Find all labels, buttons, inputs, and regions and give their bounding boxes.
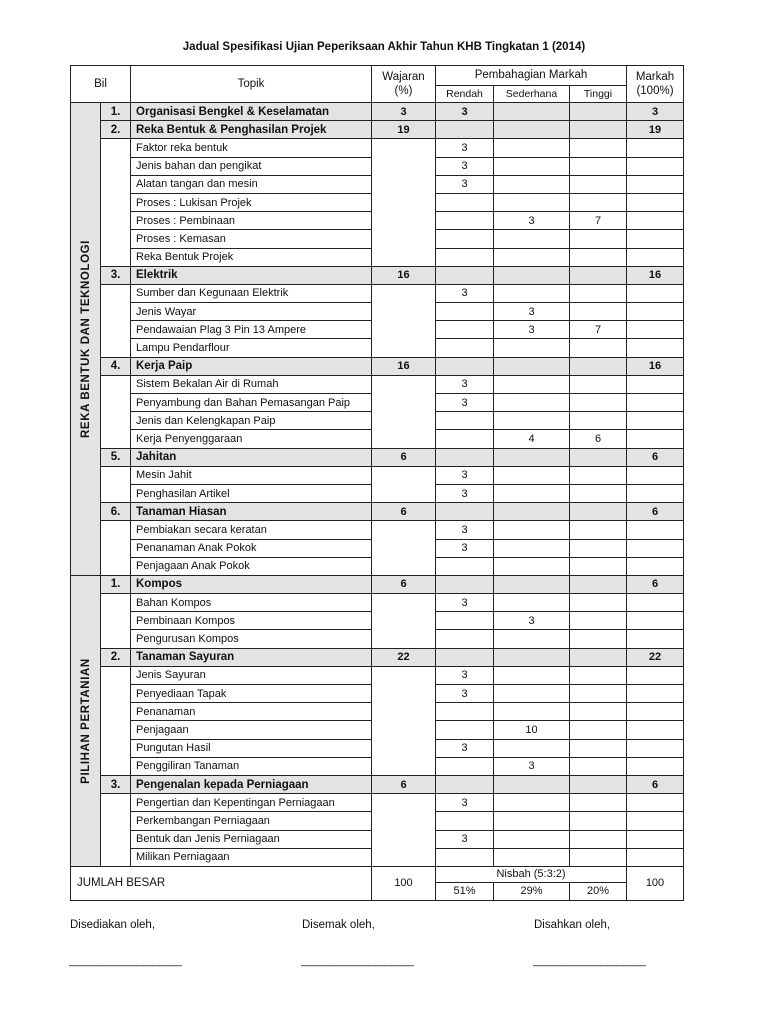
row-tinggi <box>570 685 627 703</box>
row-rendah: 3 <box>436 739 494 757</box>
row-tinggi <box>570 448 627 466</box>
row-markah-empty <box>627 339 684 357</box>
row-tinggi <box>570 484 627 502</box>
row-bil: 2. <box>101 648 131 666</box>
row-tinggi <box>570 230 627 248</box>
row-topic: Jenis bahan dan pengikat <box>131 157 372 175</box>
row-markah-empty <box>627 794 684 812</box>
row-sederhana <box>494 666 570 684</box>
row-topic: Penghasilan Artikel <box>131 484 372 502</box>
row-markah-empty <box>627 212 684 230</box>
row-rendah: 3 <box>436 521 494 539</box>
row-tinggi <box>570 103 627 121</box>
row-sederhana <box>494 539 570 557</box>
row-sederhana <box>494 812 570 830</box>
row-rendah <box>436 575 494 593</box>
row-sederhana <box>494 594 570 612</box>
row-markah-empty <box>627 812 684 830</box>
row-markah-empty <box>627 848 684 866</box>
row-rendah <box>436 557 494 575</box>
total-tinggi-pct: 20% <box>570 882 627 900</box>
row-rendah <box>436 357 494 375</box>
total-wajaran: 100 <box>372 866 436 900</box>
row-tinggi <box>570 466 627 484</box>
row-topic: Jahitan <box>131 448 372 466</box>
row-topic: Bentuk dan Jenis Perniagaan <box>131 830 372 848</box>
row-sederhana <box>494 157 570 175</box>
row-markah-empty <box>627 175 684 193</box>
total-sederhana-pct: 29% <box>494 882 570 900</box>
row-rendah: 3 <box>436 466 494 484</box>
bil-spacer <box>101 375 131 448</box>
specification-table <box>70 65 684 901</box>
row-sederhana <box>494 739 570 757</box>
subtopic-row <box>71 594 684 612</box>
row-markah-empty <box>627 284 684 302</box>
row-sederhana <box>494 248 570 266</box>
row-wajaran: 6 <box>372 775 436 793</box>
bil-spacer <box>101 666 131 775</box>
row-rendah <box>436 757 494 775</box>
row-sederhana <box>494 685 570 703</box>
row-markah: 3 <box>627 103 684 121</box>
row-sederhana <box>494 412 570 430</box>
row-sederhana <box>494 339 570 357</box>
row-tinggi <box>570 721 627 739</box>
row-topic: Reka Bentuk Projek <box>131 248 372 266</box>
row-tinggi <box>570 575 627 593</box>
row-markah-empty <box>627 139 684 157</box>
header-wajaran-unit: (%) <box>394 85 413 97</box>
row-rendah <box>436 303 494 321</box>
header-wajaran <box>372 66 436 103</box>
row-sederhana <box>494 703 570 721</box>
row-rendah <box>436 339 494 357</box>
prepared-by-label: Disediakan oleh, <box>70 919 156 931</box>
row-rendah <box>436 612 494 630</box>
wajaran-spacer <box>372 375 436 448</box>
row-tinggi <box>570 375 627 393</box>
row-rendah: 3 <box>436 175 494 193</box>
row-rendah <box>436 775 494 793</box>
row-topic: Alatan tangan dan mesin <box>131 175 372 193</box>
row-markah: 16 <box>627 266 684 284</box>
wajaran-spacer <box>372 466 436 502</box>
row-tinggi: 7 <box>570 212 627 230</box>
subtopic-row <box>71 666 684 684</box>
row-tinggi <box>570 757 627 775</box>
row-topic: Proses : Lukisan Projek <box>131 193 372 211</box>
row-tinggi <box>570 830 627 848</box>
row-rendah <box>436 212 494 230</box>
row-markah-empty <box>627 193 684 211</box>
row-rendah <box>436 230 494 248</box>
row-topic: Mesin Jahit <box>131 466 372 484</box>
row-bil: 2. <box>101 121 131 139</box>
topic-row <box>71 448 684 466</box>
row-sederhana <box>494 630 570 648</box>
row-markah: 6 <box>627 448 684 466</box>
row-tinggi: 7 <box>570 321 627 339</box>
row-topic: Sumber dan Kegunaan Elektrik <box>131 284 372 302</box>
row-rendah <box>436 721 494 739</box>
row-topic: Perkembangan Perniagaan <box>131 812 372 830</box>
row-markah-empty <box>627 430 684 448</box>
row-markah-empty <box>627 630 684 648</box>
row-topic: Bahan Kompos <box>131 594 372 612</box>
row-tinggi <box>570 193 627 211</box>
row-bil: 3. <box>101 775 131 793</box>
row-rendah: 3 <box>436 539 494 557</box>
bil-spacer <box>101 594 131 649</box>
row-markah-empty <box>627 375 684 393</box>
row-markah-empty <box>627 739 684 757</box>
row-tinggi: 6 <box>570 430 627 448</box>
header-tinggi: Tinggi <box>570 85 627 102</box>
row-topic: Pembiakan secara keratan <box>131 521 372 539</box>
bil-spacer <box>101 521 131 576</box>
row-rendah <box>436 848 494 866</box>
row-sederhana <box>494 848 570 866</box>
row-sederhana <box>494 175 570 193</box>
row-topic: Faktor reka bentuk <box>131 139 372 157</box>
bil-spacer <box>101 139 131 266</box>
row-tinggi <box>570 503 627 521</box>
row-topic: Organisasi Bengkel & Keselamatan <box>131 103 372 121</box>
header-pembahagian: Pembahagian Markah <box>436 66 627 86</box>
checked-signature-line: ____________________ <box>301 955 414 967</box>
row-markah-empty <box>627 484 684 502</box>
subtopic-row <box>71 284 684 302</box>
row-rendah: 3 <box>436 394 494 412</box>
row-markah-empty <box>627 830 684 848</box>
row-sederhana <box>494 230 570 248</box>
row-wajaran: 16 <box>372 357 436 375</box>
row-markah: 6 <box>627 775 684 793</box>
bil-spacer <box>101 466 131 502</box>
row-markah-empty <box>627 557 684 575</box>
row-tinggi <box>570 539 627 557</box>
row-topic: Jenis Sayuran <box>131 666 372 684</box>
row-sederhana <box>494 557 570 575</box>
row-markah: 19 <box>627 121 684 139</box>
prepared-signature-line: ____________________ <box>69 955 182 967</box>
row-rendah: 3 <box>436 103 494 121</box>
row-tinggi <box>570 557 627 575</box>
wajaran-spacer <box>372 139 436 266</box>
row-tinggi <box>570 357 627 375</box>
row-tinggi <box>570 794 627 812</box>
row-wajaran: 16 <box>372 266 436 284</box>
header-wajaran-label: Wajaran <box>382 71 425 83</box>
row-topic: Milikan Perniagaan <box>131 848 372 866</box>
row-sederhana <box>494 193 570 211</box>
topic-row <box>71 103 684 121</box>
row-rendah: 3 <box>436 794 494 812</box>
topic-row <box>71 266 684 284</box>
row-markah-empty <box>627 521 684 539</box>
row-markah-empty <box>627 721 684 739</box>
row-tinggi <box>570 521 627 539</box>
row-topic: Penyediaan Tapak <box>131 685 372 703</box>
row-markah-empty <box>627 612 684 630</box>
row-wajaran: 6 <box>372 503 436 521</box>
row-sederhana <box>494 103 570 121</box>
approved-by-label: Disahkan oleh, <box>534 919 611 931</box>
row-sederhana: 3 <box>494 212 570 230</box>
row-rendah: 3 <box>436 594 494 612</box>
row-sederhana <box>494 775 570 793</box>
row-sederhana <box>494 503 570 521</box>
row-topic: Proses : Kemasan <box>131 230 372 248</box>
row-tinggi <box>570 394 627 412</box>
row-markah-empty <box>627 757 684 775</box>
row-rendah <box>436 248 494 266</box>
row-sederhana: 3 <box>494 321 570 339</box>
row-rendah <box>436 193 494 211</box>
section-label-pilihan-pertanian: PILIHAN PERTANIAN <box>79 658 92 784</box>
row-sederhana: 4 <box>494 430 570 448</box>
subtopic-row <box>71 794 684 812</box>
row-topic: Kerja Penyenggaraan <box>131 430 372 448</box>
document-title: Jadual Spesifikasi Ujian Peperiksaan Akhir Tahun KHB Tingkatan 1 (2014) <box>182 41 586 53</box>
row-sederhana: 3 <box>494 757 570 775</box>
header-markah-unit: (100%) <box>636 85 674 97</box>
subtopic-row <box>71 139 684 157</box>
row-rendah <box>436 321 494 339</box>
row-topic: Pendawaian Plag 3 Pin 13 Ampere <box>131 321 372 339</box>
row-markah-empty <box>627 539 684 557</box>
row-markah-empty <box>627 412 684 430</box>
row-markah-empty <box>627 594 684 612</box>
bil-spacer <box>101 284 131 357</box>
row-wajaran: 6 <box>372 448 436 466</box>
row-rendah <box>436 703 494 721</box>
row-tinggi <box>570 812 627 830</box>
row-sederhana <box>494 830 570 848</box>
row-topic: Kerja Paip <box>131 357 372 375</box>
row-tinggi <box>570 630 627 648</box>
row-rendah: 3 <box>436 685 494 703</box>
row-sederhana <box>494 121 570 139</box>
bil-spacer <box>101 794 131 867</box>
topic-row <box>71 775 684 793</box>
section-cell <box>71 103 101 576</box>
row-markah-empty <box>627 303 684 321</box>
row-topic: Penggiliran Tanaman <box>131 757 372 775</box>
row-sederhana <box>494 521 570 539</box>
row-rendah: 3 <box>436 484 494 502</box>
row-topic: Penyambung dan Bahan Pemasangan Paip <box>131 394 372 412</box>
row-sederhana <box>494 794 570 812</box>
row-rendah <box>436 121 494 139</box>
row-wajaran: 19 <box>372 121 436 139</box>
header-sederhana: Sederhana <box>494 85 570 102</box>
row-topic: Pengurusan Kompos <box>131 630 372 648</box>
row-rendah: 3 <box>436 666 494 684</box>
topic-row <box>71 575 684 593</box>
total-nisbah: Nisbah (5:3:2) <box>436 866 627 882</box>
row-bil: 5. <box>101 448 131 466</box>
row-tinggi <box>570 594 627 612</box>
row-tinggi <box>570 848 627 866</box>
row-markah-empty <box>627 666 684 684</box>
row-tinggi <box>570 775 627 793</box>
row-wajaran: 22 <box>372 648 436 666</box>
row-topic: Jenis Wayar <box>131 303 372 321</box>
row-sederhana <box>494 466 570 484</box>
row-topic: Jenis dan Kelengkapan Paip <box>131 412 372 430</box>
row-topic: Tanaman Hiasan <box>131 503 372 521</box>
wajaran-spacer <box>372 594 436 649</box>
row-topic: Pengertian dan Kepentingan Perniagaan <box>131 794 372 812</box>
row-topic: Reka Bentuk & Penghasilan Projek <box>131 121 372 139</box>
row-topic: Tanaman Sayuran <box>131 648 372 666</box>
row-topic: Penjagaan <box>131 721 372 739</box>
row-bil: 1. <box>101 575 131 593</box>
header-markah <box>627 66 684 103</box>
row-tinggi <box>570 612 627 630</box>
row-markah-empty <box>627 685 684 703</box>
row-markah-empty <box>627 157 684 175</box>
row-tinggi <box>570 412 627 430</box>
row-rendah: 3 <box>436 284 494 302</box>
subtopic-row <box>71 521 684 539</box>
header-bil: Bil <box>71 66 131 103</box>
row-tinggi <box>570 284 627 302</box>
row-tinggi <box>570 303 627 321</box>
row-markah: 6 <box>627 575 684 593</box>
row-bil: 6. <box>101 503 131 521</box>
row-topic: Penanaman Anak Pokok <box>131 539 372 557</box>
row-tinggi <box>570 175 627 193</box>
row-topic: Elektrik <box>131 266 372 284</box>
section-cell <box>71 575 101 866</box>
topic-row <box>71 503 684 521</box>
wajaran-spacer <box>372 794 436 867</box>
row-rendah <box>436 266 494 284</box>
row-tinggi <box>570 703 627 721</box>
subtopic-row <box>71 466 684 484</box>
row-tinggi <box>570 139 627 157</box>
row-wajaran: 3 <box>372 103 436 121</box>
row-rendah <box>436 430 494 448</box>
row-sederhana: 3 <box>494 612 570 630</box>
row-sederhana: 10 <box>494 721 570 739</box>
row-topic: Penjagaan Anak Pokok <box>131 557 372 575</box>
total-markah: 100 <box>627 866 684 900</box>
row-rendah <box>436 448 494 466</box>
row-topic: Proses : Pembinaan <box>131 212 372 230</box>
row-topic: Lampu Pendarflour <box>131 339 372 357</box>
row-markah-empty <box>627 703 684 721</box>
row-sederhana <box>494 394 570 412</box>
row-sederhana <box>494 648 570 666</box>
row-markah-empty <box>627 230 684 248</box>
total-row <box>71 866 684 882</box>
header-markah-label: Markah <box>635 71 675 83</box>
row-topic: Kompos <box>131 575 372 593</box>
row-rendah <box>436 812 494 830</box>
row-rendah <box>436 412 494 430</box>
row-topic: Pungutan Hasil <box>131 739 372 757</box>
header-rendah: Rendah <box>436 85 494 102</box>
row-topic: Pembinaan Kompos <box>131 612 372 630</box>
row-rendah: 3 <box>436 157 494 175</box>
row-tinggi <box>570 666 627 684</box>
row-markah: 6 <box>627 503 684 521</box>
checked-by-label: Disemak oleh, <box>302 919 375 931</box>
row-markah-empty <box>627 321 684 339</box>
topic-row <box>71 121 684 139</box>
row-bil: 4. <box>101 357 131 375</box>
row-sederhana <box>494 375 570 393</box>
row-sederhana <box>494 284 570 302</box>
row-tinggi <box>570 739 627 757</box>
row-topic: Pengenalan kepada Perniagaan <box>131 775 372 793</box>
total-rendah-pct: 51% <box>436 882 494 900</box>
row-tinggi <box>570 266 627 284</box>
topic-row <box>71 357 684 375</box>
row-wajaran: 6 <box>372 575 436 593</box>
row-bil: 3. <box>101 266 131 284</box>
row-markah: 22 <box>627 648 684 666</box>
section-label-reka-bentuk: REKA BENTUK DAN TEKNOLOGI <box>79 239 92 438</box>
row-sederhana <box>494 575 570 593</box>
row-tinggi <box>570 157 627 175</box>
wajaran-spacer <box>372 666 436 775</box>
row-sederhana <box>494 266 570 284</box>
row-rendah: 3 <box>436 139 494 157</box>
row-sederhana <box>494 139 570 157</box>
row-sederhana <box>494 484 570 502</box>
row-topic: Penanaman <box>131 703 372 721</box>
row-tinggi <box>570 248 627 266</box>
row-sederhana <box>494 357 570 375</box>
row-rendah: 3 <box>436 830 494 848</box>
row-markah-empty <box>627 466 684 484</box>
total-label: JUMLAH BESAR <box>71 866 372 900</box>
topic-row <box>71 648 684 666</box>
row-markah: 16 <box>627 357 684 375</box>
row-rendah <box>436 630 494 648</box>
row-topic: Sistem Bekalan Air di Rumah <box>131 375 372 393</box>
row-tinggi <box>570 339 627 357</box>
approved-signature-line: ____________________ <box>533 955 646 967</box>
wajaran-spacer <box>372 521 436 576</box>
wajaran-spacer <box>372 284 436 357</box>
row-rendah: 3 <box>436 375 494 393</box>
subtopic-row <box>71 375 684 393</box>
row-rendah <box>436 503 494 521</box>
row-sederhana: 3 <box>494 303 570 321</box>
row-markah-empty <box>627 394 684 412</box>
row-rendah <box>436 648 494 666</box>
header-topik: Topik <box>131 66 372 103</box>
row-tinggi <box>570 648 627 666</box>
row-markah-empty <box>627 248 684 266</box>
row-sederhana <box>494 448 570 466</box>
row-tinggi <box>570 121 627 139</box>
row-bil: 1. <box>101 103 131 121</box>
